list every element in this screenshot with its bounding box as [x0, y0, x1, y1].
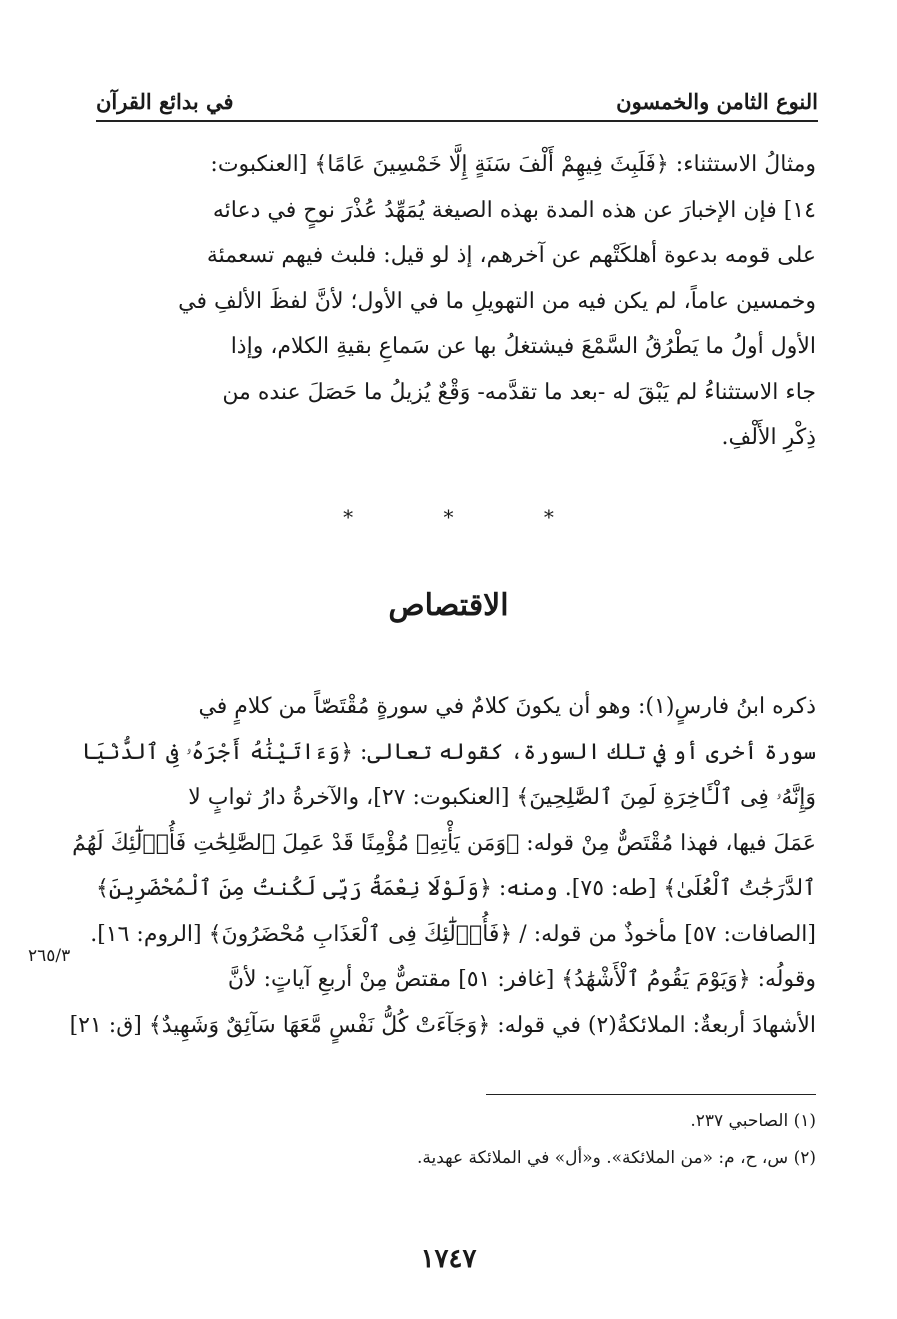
paragraph-iqtisas: [69, 684, 816, 1048]
page-number: ١٧٤٧: [420, 1244, 477, 1274]
header-book-section: في بدائع القرآن: [96, 89, 234, 114]
text-line: سورة أخرى أو في تلك السورة، كقوله تعالى: ﴿وَءَاتَيْنَٰهُ أَجْرَهُۥ فِى ٱلدُّنْيَا: [81, 739, 816, 765]
text-line: ذِكْرِ الأَلْفِ.: [721, 425, 816, 450]
paragraph-istithna: [100, 142, 816, 461]
text-line: ٱلدَّرَجَٰتُ ٱلْعُلَىٰ﴾ [طه: ٧٥]. ومنه: ﴿وَلَوْلَا نِعْمَةُ رَبِّى لَكُنتُ مِنَ ٱلْمُحْضَرِينَ﴾: [95, 876, 816, 901]
text-line: الأول أولُ ما يَطْرُقُ السَّمْعَ فيشتغلُ بها عن سَماعِ بقيةِ الكلام، وإذا: [230, 334, 816, 359]
text-line: وخمسين عاماً، لم يكن فيه من التهويلِ ما في الأول؛ لأنَّ لفظَ الألفِ في: [178, 288, 816, 314]
text-line: ذكره ابنُ فارسٍ(١): وهو أن يكونَ كلامٌ في سورةٍ مُقْتَصّاً من كلامٍ في: [198, 694, 816, 719]
text-line: الأشهادَ أربعةٌ: الملائكةُ(٢) في قوله: ﴿وَجَآءَتْ كُلُّ نَفْسٍ مَّعَهَا سَآئِقٌ وَشَهِيدٌ﴾ [ق: ٢١]: [69, 1012, 816, 1038]
text-line: عَمَلَ فيها، فهذا مُقْتَصٌّ مِنْ قوله: ﴿وَمَن يَأْتِهِۦ مُؤْمِنًا قَدْ عَمِلَ ٱلصَّٰلِحَٰتِ فَأُو۟لَٰٓئِكَ لَهُمُ: [72, 830, 816, 856]
section-title: الاقتصاص: [388, 588, 509, 623]
text-line: وقولُه: ﴿وَيَوْمَ يَقُومُ ٱلْأَشْهَٰدُ﴾ [غافر: ٥١] مقتصٌّ مِنْ أربعِ آياتٍ: لأنَّ: [227, 967, 816, 992]
text-line: جاء الاستثناءُ لم يَبْقَ له -بعد ما تقدَّمه- وَقْعٌ يُزيلُ ما حَصَلَ عنده من: [222, 379, 816, 405]
section-separator: * * *: [343, 505, 596, 529]
footnote-2: (٢) س، ح، م: «من الملائكة». و«أل» في الملائكة عهدية.: [416, 1148, 816, 1168]
footnotes: [100, 1103, 816, 1177]
text-line: وَإِنَّهُۥ فِى ٱلْـَٔاخِرَةِ لَمِنَ ٱلصَّٰلِحِينَ﴾ [العنكبوت: ٢٧]، والآخرةُ دارُ ثوابٍ لا: [188, 785, 816, 810]
footnote-rule: [486, 1094, 816, 1095]
footnote-1: (١) الصاحبي ٢٣٧.: [690, 1111, 816, 1131]
text-line: على قومه بدعوة أهلكَتْهم عن آخرهم، إذ لو قيل: فلبث فيهم تسعمئة: [206, 243, 816, 268]
text-line: [الصافات: ٥٧] مأخوذٌ من قوله: / ﴿فَأُو۟لَٰٓئِكَ فِى ٱلْعَذَابِ مُحْضَرُونَ﴾ [الروم: ١٦].: [90, 921, 816, 947]
text-line: ١٤] فإن الإخبارَ عن هذه المدة بهذه الصيغة يُمَهِّدُ عُذْرَ نوحٍ في دعائه: [212, 197, 816, 223]
running-header: [96, 74, 818, 114]
margin-page-reference: ٢٦٥/٣: [28, 946, 71, 966]
header-chapter-title: النوع الثامن والخمسون: [616, 89, 818, 114]
header-rule: [96, 120, 818, 122]
text-line: ومثالُ الاستثناء: ﴿فَلَبِثَ فِيهِمْ أَلْفَ سَنَةٍ إِلَّا خَمْسِينَ عَامًا﴾ [العنكبوت:: [210, 152, 816, 177]
